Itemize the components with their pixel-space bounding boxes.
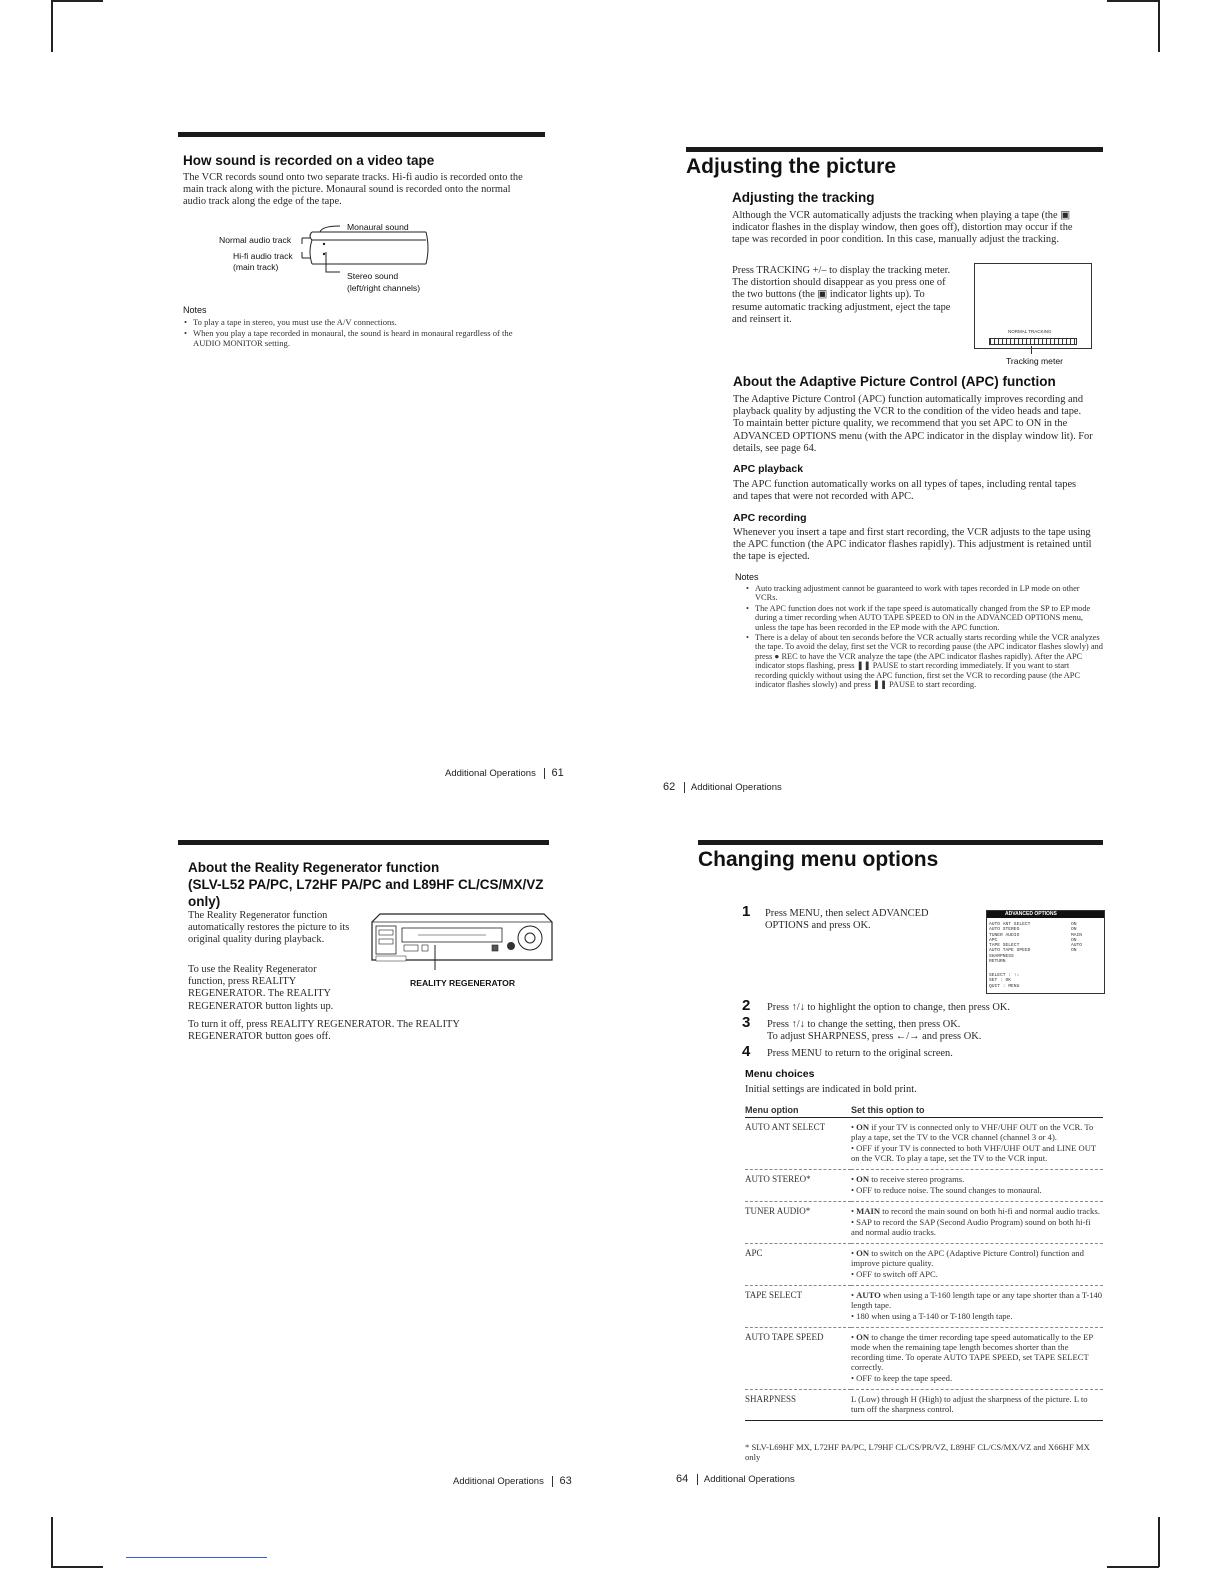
option-values-cell [851, 1170, 1103, 1202]
paragraph-1: The Reality Regenerator function automatically restores the picture to its original quality during playback. [188, 910, 350, 946]
apc-recording-text: Whenever you insert a tape and first start recording, the VCR adjusts to the tape using the APC function (the APC indicator flashes rapidly). This adjustment is retained until the tape is ejected. [733, 527, 1092, 563]
osd-footer-line: SELECT : ↑↓ [989, 973, 1020, 978]
notes-list [745, 584, 1103, 690]
note-item: • When you play a tape recorded in monaural, the sound is heard in monaural regardless of the AUDIO MONITOR setting. [193, 328, 533, 348]
option-values-cell [851, 1328, 1103, 1390]
osd-value: MAIN [1071, 932, 1083, 938]
osd-item: AUTO TAPE SPEED [989, 948, 1031, 954]
meter-label: NORMAL TRACKING [1008, 329, 1052, 334]
footer-section: Additional Operations [445, 768, 536, 779]
osd-value: AUTO [1071, 943, 1083, 949]
option-values-cell [851, 1244, 1103, 1286]
menu-option-cell: AUTO TAPE SPEED [745, 1328, 851, 1390]
vcr-illustration [368, 910, 553, 970]
menu-options-table [745, 1103, 1103, 1421]
note-item: • To play a tape in stereo, you must use the A/V connections. [193, 317, 533, 327]
osd-value: ON [1071, 948, 1077, 954]
crop-mark-top-right-h [1107, 0, 1159, 2]
footer-section: Additional Operations [690, 782, 782, 793]
osd-value: ON [1071, 937, 1077, 943]
osd-footer-line: SET : OK [989, 978, 1012, 984]
option-value: • MAIN to record the main sound on both hi-fi and normal audio tracks. [851, 1206, 1100, 1216]
page-footer [445, 767, 564, 779]
apc-playback-text: The APC function automatically works on all types of tapes, including rental tapes and tapes that were not recorded with APC. [733, 479, 1077, 503]
page-footer [676, 1473, 795, 1485]
page-title: Adjusting the picture [686, 155, 896, 178]
osd-item: AUTO STEREO [989, 927, 1020, 933]
osd-item: RETURN [989, 959, 1006, 965]
note-item: • The APC function does not work if the tape speed is automatically changed from the SP to EP mode during a timer recording when AUTO TAPE SPEED to ON in the ADVANCED OPTIONS menu, unless the tape has been recorded in the EP mode with the APC function. [755, 604, 1103, 632]
osd-item: TAPE SELECT [989, 943, 1020, 949]
tracking-meter-screen [974, 263, 1092, 349]
step-text: Press MENU to return to the original screen. [767, 1048, 953, 1059]
intro-paragraph: The VCR records sound onto two separate tracks. Hi-fi audio is recorded onto the main track along with the picture. Monaural sound is recorded onto the normal audio track along the edge of the tape. [183, 172, 523, 208]
apc-recording-heading: APC recording [733, 512, 807, 524]
apc-intro: The Adaptive Picture Control (APC) function automatically improves recording and playback quality by adjusting the VCR to the condition of the video heads and tape. To maintain better picture quality, we recommend that you set APC to ON in the ADVANCED OPTIONS menu (with the APC indicator in the display window lit). For details, see page 64. [733, 394, 1093, 454]
meter-pointer-line [1031, 346, 1032, 354]
heading-line-2: (SLV-L52 PA/PC, L72HF PA/PC and L89HF CL/CS/MX/VZ [188, 877, 544, 892]
crop-mark-top-left-v [51, 0, 53, 52]
crop-mark-bottom-left-v [51, 1517, 53, 1567]
table-row [745, 1390, 1103, 1421]
paragraph-2: To use the Reality Regenerator function, press REALITY REGENERATOR. The REALITY REGENERATOR button lights up. [188, 964, 334, 1012]
advanced-options-osd [986, 910, 1105, 994]
heading-line-3: only) [188, 894, 221, 909]
footer-section: Additional Operations [453, 1476, 544, 1487]
meter-bar [989, 338, 1077, 345]
footer-section: Additional Operations [703, 1474, 795, 1485]
page-title: Changing menu options [698, 848, 939, 871]
menu-option-cell: SHARPNESS [745, 1390, 851, 1421]
callout-label: REALITY REGENERATOR [410, 978, 516, 988]
menu-choices-sub: Initial settings are indicated in bold print. [745, 1084, 917, 1095]
table-header-row [745, 1103, 1103, 1118]
monaural-label: Monaural sound [347, 222, 409, 232]
footer-separator [684, 782, 685, 793]
page-footer [663, 781, 782, 793]
table-row [745, 1244, 1103, 1286]
option-value: • OFF to reduce noise. The sound changes to monaural. [851, 1185, 1042, 1195]
page-footer [453, 1475, 572, 1487]
option-value: • OFF to switch off APC. [851, 1269, 938, 1279]
link-underline[interactable] [126, 1557, 267, 1558]
option-value: • ON to receive stereo programs. [851, 1174, 965, 1184]
table-row [745, 1170, 1103, 1202]
page-number: 61 [551, 767, 564, 779]
option-value: • ON to change the timer recording tape speed automatically to the EP mode when the remaining tape length becomes shorter than the recording time. To operate AUTO TAPE SPEED, set TAPE SELECT correctly. [851, 1332, 1093, 1372]
hifi-track-label: Hi-fi audio track [233, 251, 293, 261]
osd-values [1071, 922, 1101, 954]
column-header: Set this option to [851, 1103, 1103, 1118]
step-text: Press ↑/↓ to change the setting, then press OK. [767, 1019, 961, 1030]
table-row [745, 1202, 1103, 1244]
option-values-cell [851, 1390, 1103, 1421]
stereo-label: Stereo sound [347, 271, 399, 281]
top-rule [178, 132, 545, 137]
option-value: • ON to switch on the APC (Adaptive Picture Control) function and improve picture quality. [851, 1248, 1084, 1268]
menu-option-cell: TAPE SELECT [745, 1286, 851, 1328]
option-values-cell [851, 1202, 1103, 1244]
table-row [745, 1328, 1103, 1390]
step-text: Press MENU, then select ADVANCED OPTIONS and press OK. [765, 908, 929, 931]
option-value: • OFF if your TV is connected to both VHF/UHF OUT and LINE OUT on the VCR. To play a tape, set the TV to the VCR input. [851, 1143, 1096, 1163]
option-value: • 180 when using a T-140 or T-180 length tape. [851, 1311, 1013, 1321]
meter-caption: Tracking meter [1006, 356, 1063, 366]
osd-value: ON [1071, 927, 1077, 933]
notes-title: Notes [735, 572, 759, 582]
footer-separator [552, 1476, 553, 1487]
osd-footer-line: QUIT : MENU [989, 983, 1020, 989]
crop-mark-top-right-v [1158, 0, 1160, 52]
apc-heading: About the Adaptive Picture Control (APC) function [733, 374, 1056, 389]
note-item: • There is a delay of about ten seconds before the VCR actually starts recording while the VCR analyzes the tape. To avoid the delay, first set the VCR to recording pause (the APC indicator flashes slowly) and press ● REC to have the VCR analyze the tape (the APC indicator flashes rapidly). After the APC indicator stops flashing, press ❚❚ PAUSE to start recording immediately. If you want to start recording quickly without using the APC function, first set the VCR to recording pause (the APC indicator flashes slowly) and press ❚❚ PAUSE to start recording. [755, 633, 1103, 689]
page-number: 62 [663, 781, 676, 793]
note-item: • Auto tracking adjustment cannot be guaranteed to work with tapes recorded in LP mode on other VCRs. [755, 584, 1103, 603]
osd-header: ADVANCED OPTIONS [987, 911, 1104, 918]
option-values-cell [851, 1286, 1103, 1328]
osd-items [989, 922, 1049, 964]
table-row [745, 1286, 1103, 1328]
table-footnote: * SLV-L69HF MX, L72HF PA/PC, L79HF CL/CS/PR/VZ, L89HF CL/CS/MX/VZ and X66HF MX only [745, 1442, 1090, 1462]
option-value: • AUTO when using a T-160 length tape or any tape shorter than a T-140 length tape. [851, 1290, 1103, 1310]
page-number: 63 [559, 1475, 572, 1487]
osd-item: APC [989, 937, 998, 943]
tracking-heading: Adjusting the tracking [732, 190, 875, 205]
notes-list [183, 317, 533, 349]
channels-label: (left/right channels) [347, 283, 421, 293]
tracking-intro: Although the VCR automatically adjusts the tracking when playing a tape (the ▣ indicator flashes in the display window, then goes off), distortion may occur if the tape was recorded in poor condition. In this case, manually adjust the tracking. [732, 210, 1073, 246]
option-values-cell [851, 1118, 1103, 1170]
normal-track-label: Normal audio track [219, 235, 292, 245]
osd-value: ON [1071, 922, 1077, 927]
column-header: Menu option [745, 1103, 851, 1118]
page-number: 64 [676, 1473, 689, 1485]
option-value: L (Low) through H (High) to adjust the sharpness of the picture. L to turn off the sharpness control. [851, 1394, 1088, 1414]
option-value: • SAP to record the SAP (Second Audio Program) sound on both hi-fi and normal audio tracks. [851, 1217, 1091, 1237]
footer-separator [544, 768, 545, 779]
osd-item: AUTO ANT SELECT [989, 922, 1031, 927]
menu-option-cell: TUNER AUDIO* [745, 1202, 851, 1244]
menu-option-cell: AUTO ANT SELECT [745, 1118, 851, 1170]
main-track-label: (main track) [233, 262, 279, 272]
top-rule [698, 840, 1103, 845]
top-rule [686, 147, 1103, 152]
step-subtext: To adjust SHARPNESS, press ←/→ and press OK. [767, 1031, 982, 1042]
option-value: • ON if your TV is connected only to VHF/UHF OUT on the VCR. To play a tape, set the TV to the VCR channel (channel 3 or 4). [851, 1122, 1094, 1142]
top-rule [178, 840, 549, 845]
apc-playback-heading: APC playback [733, 463, 804, 475]
crop-mark-bottom-right-h [1107, 1566, 1159, 1568]
notes-title: Notes [183, 305, 207, 315]
menu-option-cell: AUTO STEREO* [745, 1170, 851, 1202]
section-heading: How sound is recorded on a video tape [183, 153, 435, 168]
menu-option-cell: APC [745, 1244, 851, 1286]
footer-separator [697, 1474, 698, 1485]
step-text: Press ↑/↓ to highlight the option to change, then press OK. [767, 1002, 1010, 1013]
option-value: • OFF to keep the tape speed. [851, 1373, 953, 1383]
heading-line-1: About the Reality Regenerator function [188, 860, 440, 875]
osd-item: TUNER AUDIO [989, 932, 1020, 938]
crop-mark-bottom-right-v [1158, 1517, 1160, 1567]
menu-choices-heading: Menu choices [745, 1068, 815, 1080]
crop-mark-top-left-h [51, 0, 103, 2]
step-number: 4 [742, 1043, 751, 1060]
step-number: 3 [742, 1014, 751, 1031]
tracking-press: Press TRACKING +/– to display the tracking meter. The distortion should disappear as you press one of the two buttons (the ▣ indicator lights up). To resume automatic tracking adjustment, eject the tape and reinsert it. [732, 265, 951, 325]
table-row [745, 1118, 1103, 1170]
crop-mark-bottom-left-h [51, 1566, 103, 1568]
step-number: 2 [742, 997, 751, 1014]
paragraph-3: To turn it off, press REALITY REGENERATOR. The REALITY REGENERATOR button goes off. [188, 1019, 460, 1043]
osd-item: SHARPNESS [989, 953, 1014, 959]
section-heading [188, 859, 544, 910]
osd-footer [989, 973, 1019, 989]
step-number: 1 [742, 903, 751, 920]
